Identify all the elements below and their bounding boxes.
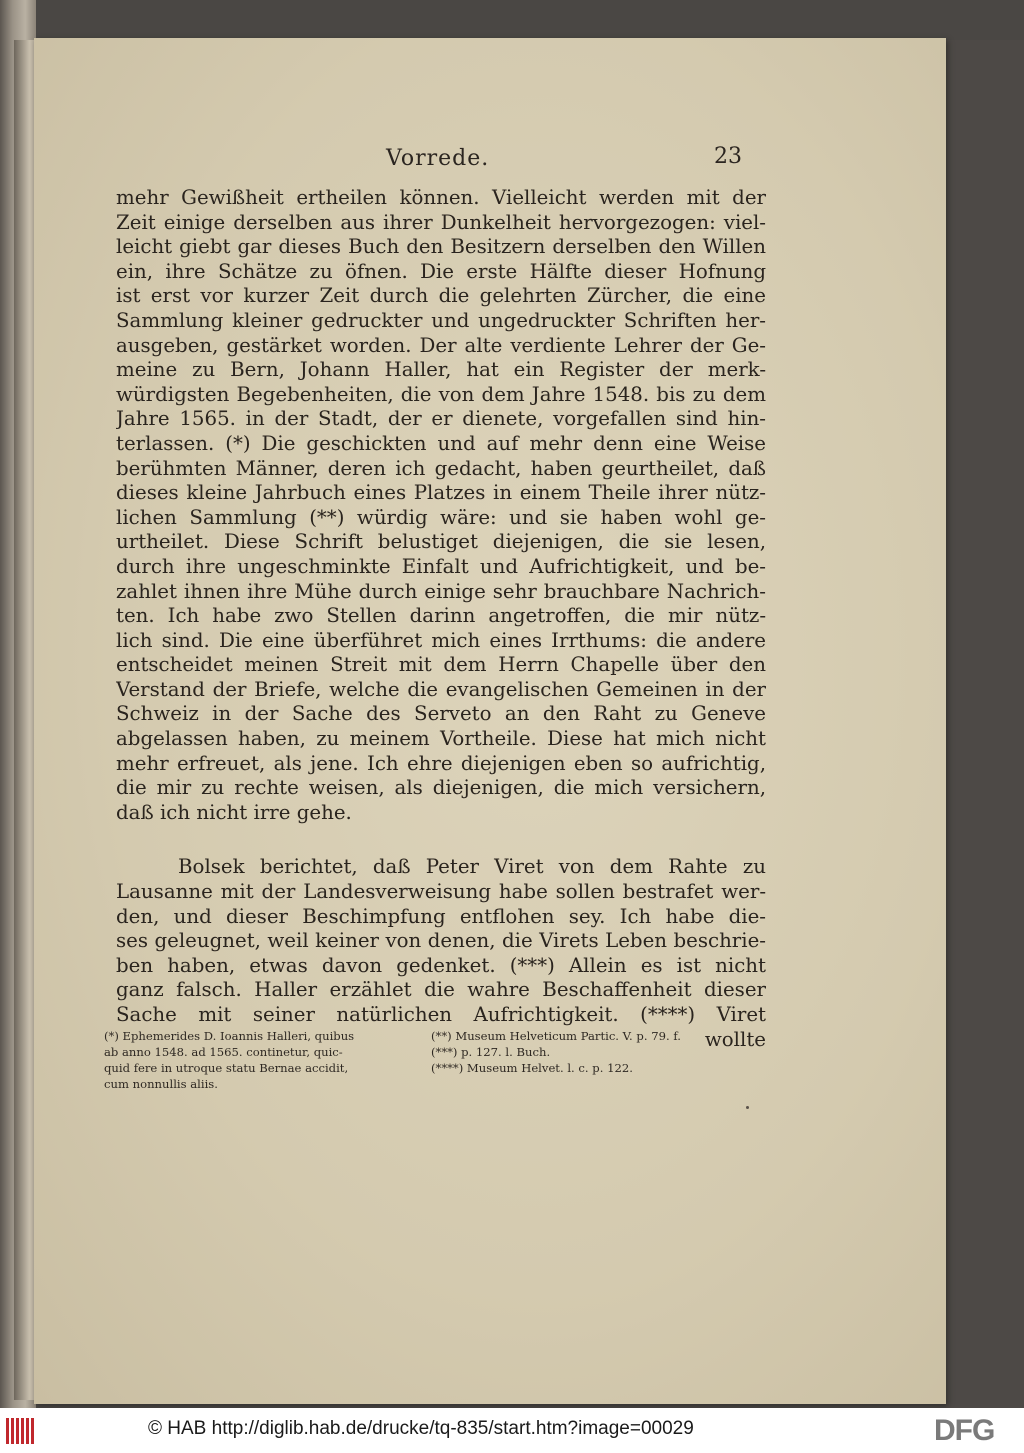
- body-text: [116, 186, 766, 1052]
- text-line: Bolsek berichtet, daß Peter Viret von dem Rahte zu: [178, 855, 766, 879]
- text-line: lichen Sammlung (**) würdig wäre: und sie haben wohl ge-: [116, 505, 766, 529]
- footnote-line: ab anno 1548. ad 1565. continetur, quic-: [104, 1045, 343, 1059]
- text-line: ses geleugnet, weil keiner von denen, die Virets Leben beschrie-: [116, 929, 766, 953]
- paragraph-1: [116, 186, 766, 825]
- text-line: lich sind. Die eine überführet mich eines Irrthums: die andere: [116, 628, 766, 652]
- footnote-line: (****) Museum Helvet. l. c. p. 122.: [431, 1061, 633, 1075]
- book-page: [34, 38, 946, 1404]
- page-header: [34, 146, 946, 186]
- text-line: dieses kleine Jahrbuch eines Platzes in einem Theile ihrer nütz-: [116, 481, 766, 505]
- text-line: würdigsten Begebenheiten, die von dem Jahre 1548. bis zu dem: [116, 382, 766, 406]
- text-line: mehr erfreuet, als jene. Ich ehre diejenigen eben so aufrichtig,: [116, 751, 766, 775]
- text-line: ist erst vor kurzer Zeit durch die gelehrten Zürcher, die eine: [116, 284, 766, 308]
- text-line: ben haben, etwas davon gedenket. (***) Allein es ist nicht: [116, 953, 766, 977]
- footnote-line: (***) p. 127. l. Buch.: [431, 1045, 551, 1059]
- text-line: urtheilet. Diese Schrift belustiget diejenigen, die sie lesen,: [116, 530, 766, 554]
- footnote-line: cum nonnullis aliis.: [104, 1077, 218, 1091]
- paragraph-2: [116, 855, 766, 1027]
- footnote-line: quid fere in utroque statu Bernae accidit,: [104, 1061, 349, 1075]
- text-line: berühmten Männer, deren ich gedacht, haben geurtheilet, daß: [116, 456, 766, 480]
- text-line: Lausanne mit der Landesverweisung habe sollen bestrafet wer-: [116, 880, 766, 904]
- text-line: meine zu Bern, Johann Haller, hat ein Register der merk-: [116, 358, 766, 382]
- text-line: Schweiz in der Sache des Serveto an den Raht zu Geneve: [116, 702, 766, 726]
- running-title: Vorrede.: [386, 146, 490, 171]
- text-line: Jahre 1565. in der Stadt, der er dienete, vorgefallen sind hin-: [116, 407, 766, 431]
- footnote-line: (**) Museum Helveticum Partic. V. p. 79. f.: [431, 1029, 681, 1043]
- text-line: Zeit einige derselben aus ihrer Dunkelheit hervorgezogen: viel-: [116, 210, 766, 234]
- footer-bar: [0, 1408, 1024, 1453]
- text-line: Sache mit seiner natürlichen Aufrichtigkeit. (****) Viret: [116, 1003, 766, 1026]
- text-line: mehr Gewißheit ertheilen können. Vielleicht werden mit der: [116, 186, 766, 209]
- hab-logo-icon: [6, 1418, 42, 1444]
- text-line: zahlet ihnen ihre Mühe durch einige sehr brauchbare Nachrich-: [116, 579, 766, 603]
- background-right: [946, 40, 1024, 1408]
- text-line: abgelassen haben, zu meinem Vortheile. Diese hat mich nicht: [116, 727, 766, 751]
- text-line: ausgeben, gestärket worden. Der alte verdiente Lehrer der Ge-: [116, 333, 766, 357]
- text-line: Sammlung kleiner gedruckter und ungedruckter Schriften her-: [116, 308, 766, 332]
- text-line: die mir zu rechte weisen, als diejenigen, die mich versichern,: [116, 776, 766, 800]
- text-line: entscheidet meinen Streit mit dem Herrn Chapelle über den: [116, 653, 766, 677]
- page-number: 23: [714, 144, 742, 169]
- paragraph-gap: [116, 825, 766, 855]
- footnotes-right: [431, 1028, 744, 1092]
- text-line: leicht giebt gar dieses Buch den Besitzern derselben den Willen: [116, 235, 766, 259]
- text-line: den, und dieser Beschimpfung entflohen sey. Ich habe die-: [116, 904, 766, 928]
- catchword: wollte: [704, 1027, 766, 1051]
- text-line: durch ihre ungeschminkte Einfalt und Aufrichtigkeit, und be-: [116, 554, 766, 578]
- text-line: Verstand der Briefe, welche die evangelischen Gemeinen in der: [116, 677, 766, 701]
- text-line: daß ich nicht irre gehe.: [116, 800, 352, 824]
- footnotes-left: [104, 1028, 417, 1092]
- footnote-line: (*) Ephemerides D. Ioannis Halleri, quibus: [104, 1029, 355, 1043]
- footnotes: [104, 1028, 744, 1092]
- text-line: ganz falsch. Haller erzählet die wahre Beschaffenheit dieser: [116, 978, 766, 1002]
- footer-credit-link[interactable]: © HAB http://diglib.hab.de/drucke/tq-835/start.htm?image=00029: [148, 1418, 694, 1439]
- page-mark: [746, 1106, 749, 1109]
- text-line: ein, ihre Schätze zu öfnen. Die erste Hälfte dieser Hofnung: [116, 259, 766, 283]
- dfg-logo: DFG: [934, 1414, 995, 1447]
- text-line: ten. Ich habe zwo Stellen darinn angetroffen, die mir nütz-: [116, 604, 766, 628]
- text-line: terlassen. (*) Die geschickten und auf mehr denn eine Weise: [116, 431, 766, 455]
